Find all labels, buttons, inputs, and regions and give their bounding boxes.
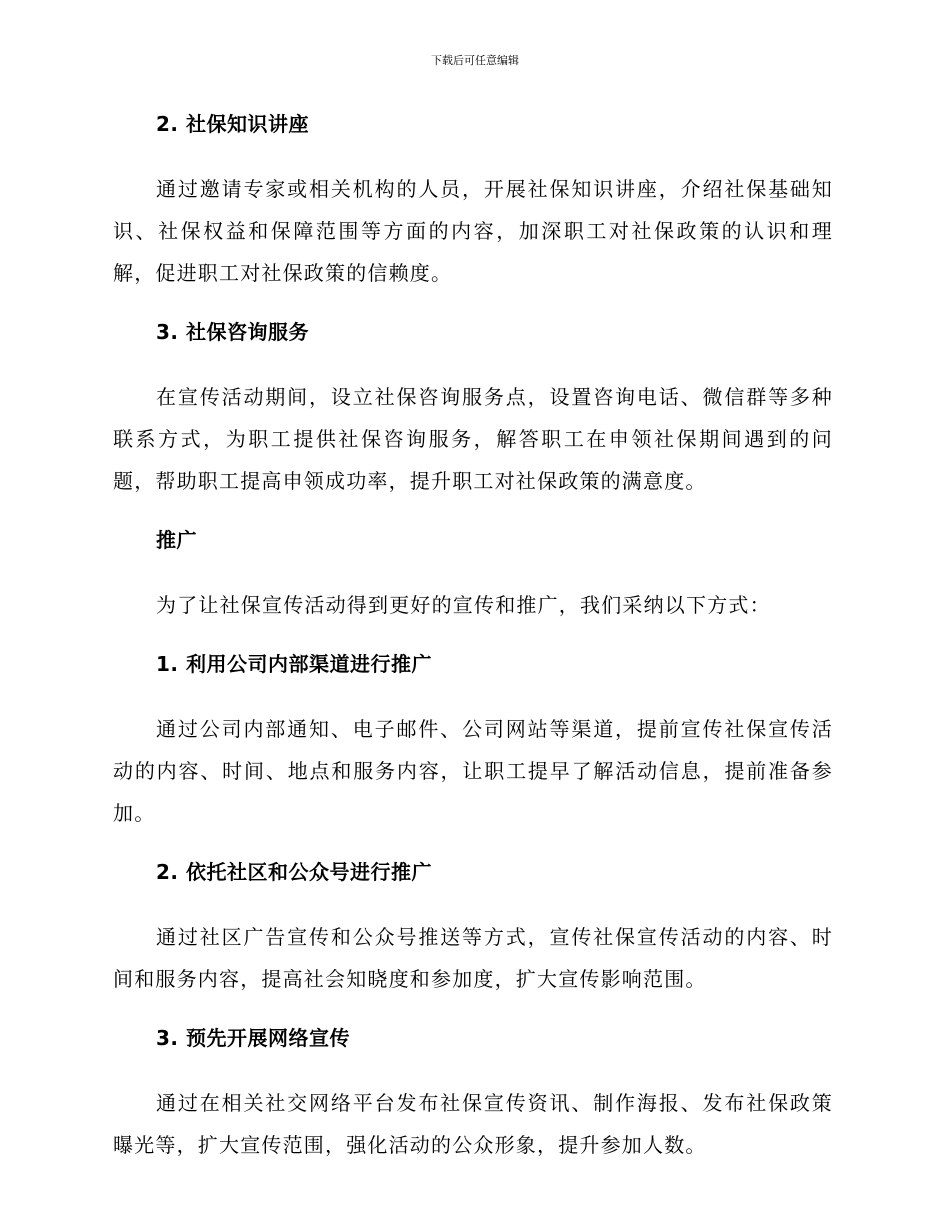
document-body: [113, 110, 833, 1166]
page-header: 下载后可任意编辑: [431, 54, 519, 67]
section-online-promotion: [113, 1024, 833, 1166]
section-heading: 推广: [156, 528, 197, 552]
section-heading: 1. 利用公司内部渠道进行推广: [156, 652, 432, 676]
section-paragraph: 通过邀请专家或相关机构的人员，开展社保知识讲座，介绍社保基础知识、社保权益和保障范围等方面的内容，加深职工对社保政策的认识和理解，促进职工对社保政策的信赖度。: [113, 177, 833, 285]
section-paragraph: 通过公司内部通知、电子邮件、公司网站等渠道，提前宣传社保宣传活动的内容、时间、地点和服务内容，让职工提早了解活动信息，提前准备参加。: [113, 717, 833, 825]
section-heading: 2. 社保知识讲座: [156, 112, 309, 136]
section-social-security-consulting: [113, 318, 833, 502]
section-promotion: [113, 526, 833, 626]
section-paragraph: 通过在相关社交网络平台发布社保宣传资讯、制作海报、发布社保政策曝光等，扩大宣传范围，强化活动的公众形象，提升参加人数。: [113, 1091, 833, 1157]
section-heading: 2. 依托社区和公众号进行推广: [156, 860, 432, 884]
section-internal-channels: [113, 650, 833, 834]
section-paragraph: 为了让社保宣传活动得到更好的宣传和推广，我们采纳以下方式：: [156, 593, 771, 617]
section-paragraph: 在宣传活动期间，设立社保咨询服务点，设置咨询电话、微信群等多种联系方式，为职工提供社保咨询服务，解答职工在申领社保期间遇到的问题，帮助职工提高申领成功率，提升职工对社保政策的满意度。: [113, 385, 833, 493]
section-paragraph: 通过社区广告宣传和公众号推送等方式，宣传社保宣传活动的内容、时间和服务内容，提高社会知晓度和参加度，扩大宣传影响范围。: [113, 925, 833, 991]
section-social-security-lecture: [113, 110, 833, 294]
section-heading: 3. 预先开展网络宣传: [156, 1026, 350, 1050]
section-heading: 3. 社保咨询服务: [156, 320, 309, 344]
section-community-channels: [113, 858, 833, 1000]
